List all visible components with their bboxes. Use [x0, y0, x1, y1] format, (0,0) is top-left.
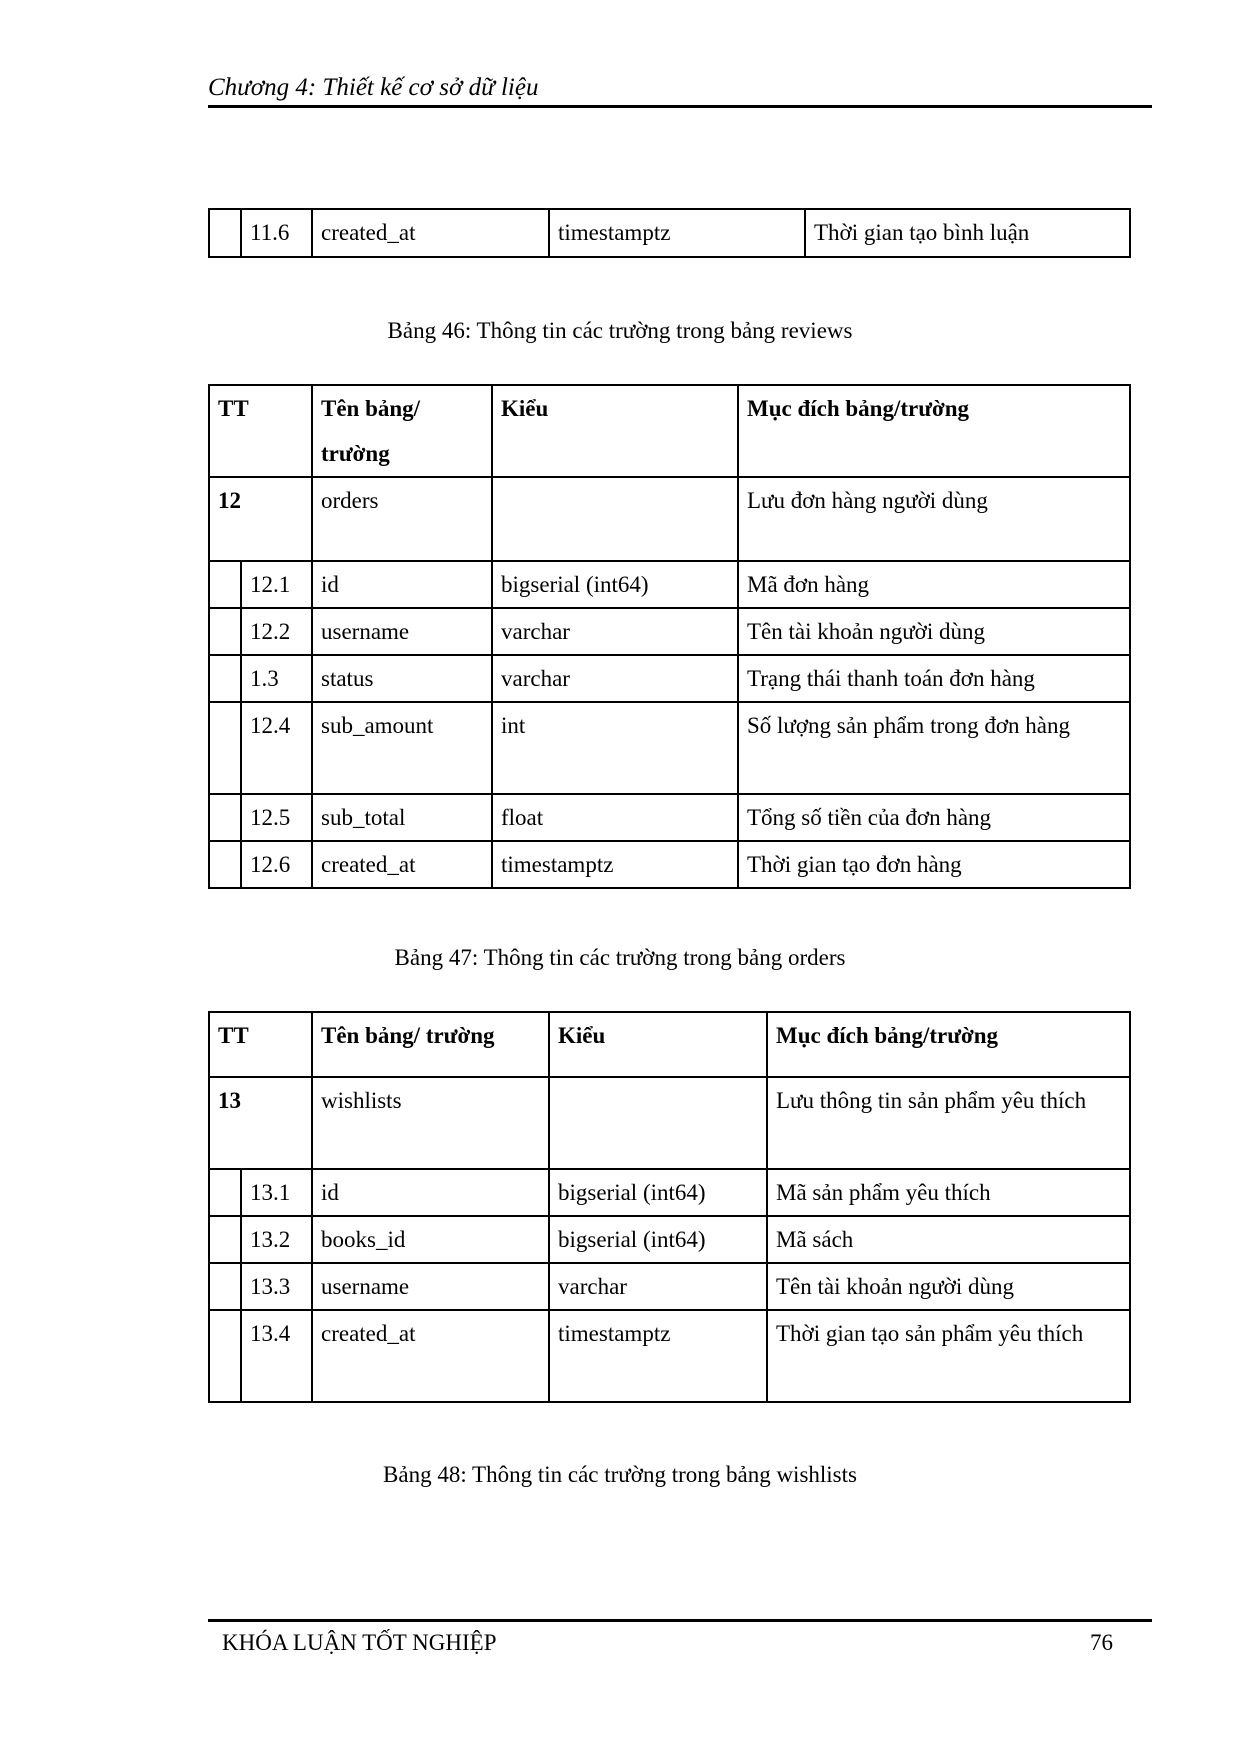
group-purpose: Lưu đơn hàng người dùng — [738, 477, 1130, 561]
group-name: wishlists — [312, 1077, 549, 1169]
name-cell: username — [312, 608, 492, 655]
name-cell: sub_total — [312, 794, 492, 841]
purpose-cell: Thời gian tạo sản phẩm yêu thích — [767, 1310, 1130, 1402]
name-cell: created_at — [312, 1310, 549, 1402]
name-cell: username — [312, 1263, 549, 1310]
table-group-row — [209, 477, 1130, 561]
header-tt: TT — [209, 1012, 312, 1077]
group-purpose: Lưu thông tin sản phẩm yêu thích — [767, 1077, 1130, 1169]
type-cell: bigserial (int64) — [549, 1169, 767, 1216]
purpose-cell: Mã đơn hàng — [738, 561, 1130, 608]
table-row — [209, 608, 1130, 655]
tt-cell: 13.4 — [241, 1310, 312, 1402]
indent-cell — [209, 794, 241, 841]
footer-title: KHÓA LUẬN TỐT NGHIỆP — [222, 1630, 497, 1655]
table-row — [209, 655, 1130, 702]
group-tt: 12 — [209, 477, 312, 561]
indent-cell — [209, 1263, 241, 1310]
purpose-cell: Mã sách — [767, 1216, 1130, 1263]
purpose-cell: Số lượng sản phẩm trong đơn hàng — [738, 702, 1130, 794]
table-group-row — [209, 1077, 1130, 1169]
tt-cell: 1.3 — [241, 655, 312, 702]
purpose-cell: Trạng thái thanh toán đơn hàng — [738, 655, 1130, 702]
header-type: Kiểu — [549, 1012, 767, 1077]
tt-cell: 11.6 — [241, 209, 312, 257]
type-cell: timestamptz — [492, 841, 738, 888]
header-purpose: Mục đích bảng/trường — [767, 1012, 1130, 1077]
table-header-row — [209, 1012, 1130, 1077]
header-name-text: Tên bảng/ trường — [321, 396, 421, 466]
footer-rule — [208, 1619, 1152, 1622]
purpose-cell: Tổng số tiền của đơn hàng — [738, 794, 1130, 841]
purpose-cell: Mã sản phẩm yêu thích — [767, 1169, 1130, 1216]
table-row — [209, 1263, 1130, 1310]
type-cell: bigserial (int64) — [492, 561, 738, 608]
type-cell: timestamptz — [549, 209, 805, 257]
purpose-cell: Tên tài khoản người dùng — [767, 1263, 1130, 1310]
header-purpose: Mục đích bảng/trường — [738, 385, 1130, 477]
name-cell: created_at — [312, 209, 549, 257]
header-type: Kiểu — [492, 385, 738, 477]
name-cell: created_at — [312, 841, 492, 888]
name-cell: id — [312, 561, 492, 608]
type-cell: varchar — [492, 655, 738, 702]
indent-cell — [209, 702, 241, 794]
table-row — [209, 1216, 1130, 1263]
tt-cell: 12.4 — [241, 702, 312, 794]
indent-cell — [209, 1216, 241, 1263]
group-tt: 13 — [209, 1077, 312, 1169]
indent-cell — [209, 561, 241, 608]
type-cell: varchar — [492, 608, 738, 655]
header-name — [312, 385, 492, 477]
page-number: 76 — [1090, 1630, 1113, 1655]
table-wishlists — [208, 1011, 1131, 1403]
table-row — [209, 1169, 1130, 1216]
table-row — [209, 702, 1130, 794]
header-tt: TT — [209, 385, 312, 477]
table-row — [209, 561, 1130, 608]
tt-cell: 12.6 — [241, 841, 312, 888]
type-cell: bigserial (int64) — [549, 1216, 767, 1263]
caption-47: Bảng 47: Thông tin các trường trong bảng orders — [394, 945, 846, 970]
group-type — [492, 477, 738, 561]
tt-cell: 13.3 — [241, 1263, 312, 1310]
name-cell: books_id — [312, 1216, 549, 1263]
indent-cell — [209, 209, 241, 257]
tt-cell: 12.5 — [241, 794, 312, 841]
indent-cell — [209, 608, 241, 655]
name-cell: id — [312, 1169, 549, 1216]
tt-cell: 12.1 — [241, 561, 312, 608]
type-cell: int — [492, 702, 738, 794]
group-type — [549, 1077, 767, 1169]
tt-cell: 12.2 — [241, 608, 312, 655]
purpose-cell: Thời gian tạo bình luận — [805, 209, 1130, 257]
caption-48: Bảng 48: Thông tin các trường trong bảng wishlists — [383, 1462, 857, 1487]
header-name: Tên bảng/ trường — [312, 1012, 549, 1077]
table-header-row — [209, 385, 1130, 477]
table-row — [209, 1310, 1130, 1402]
purpose-cell: Thời gian tạo đơn hàng — [738, 841, 1130, 888]
type-cell: varchar — [549, 1263, 767, 1310]
indent-cell — [209, 841, 241, 888]
table-orders — [208, 384, 1131, 889]
indent-cell — [209, 1169, 241, 1216]
name-cell: status — [312, 655, 492, 702]
name-cell: sub_amount — [312, 702, 492, 794]
tt-cell: 13.2 — [241, 1216, 312, 1263]
table-row — [209, 794, 1130, 841]
indent-cell — [209, 655, 241, 702]
indent-cell — [209, 1310, 241, 1402]
table-row — [209, 841, 1130, 888]
table-row — [209, 209, 1130, 257]
type-cell: float — [492, 794, 738, 841]
chapter-header: Chương 4: Thiết kế cơ sở dữ liệu — [208, 74, 539, 101]
purpose-cell: Tên tài khoản người dùng — [738, 608, 1130, 655]
header-rule — [208, 105, 1152, 108]
caption-46: Bảng 46: Thông tin các trường trong bảng reviews — [387, 318, 853, 343]
group-name: orders — [312, 477, 492, 561]
tt-cell: 13.1 — [241, 1169, 312, 1216]
type-cell: timestamptz — [549, 1310, 767, 1402]
table-reviews-continuation — [208, 208, 1131, 258]
